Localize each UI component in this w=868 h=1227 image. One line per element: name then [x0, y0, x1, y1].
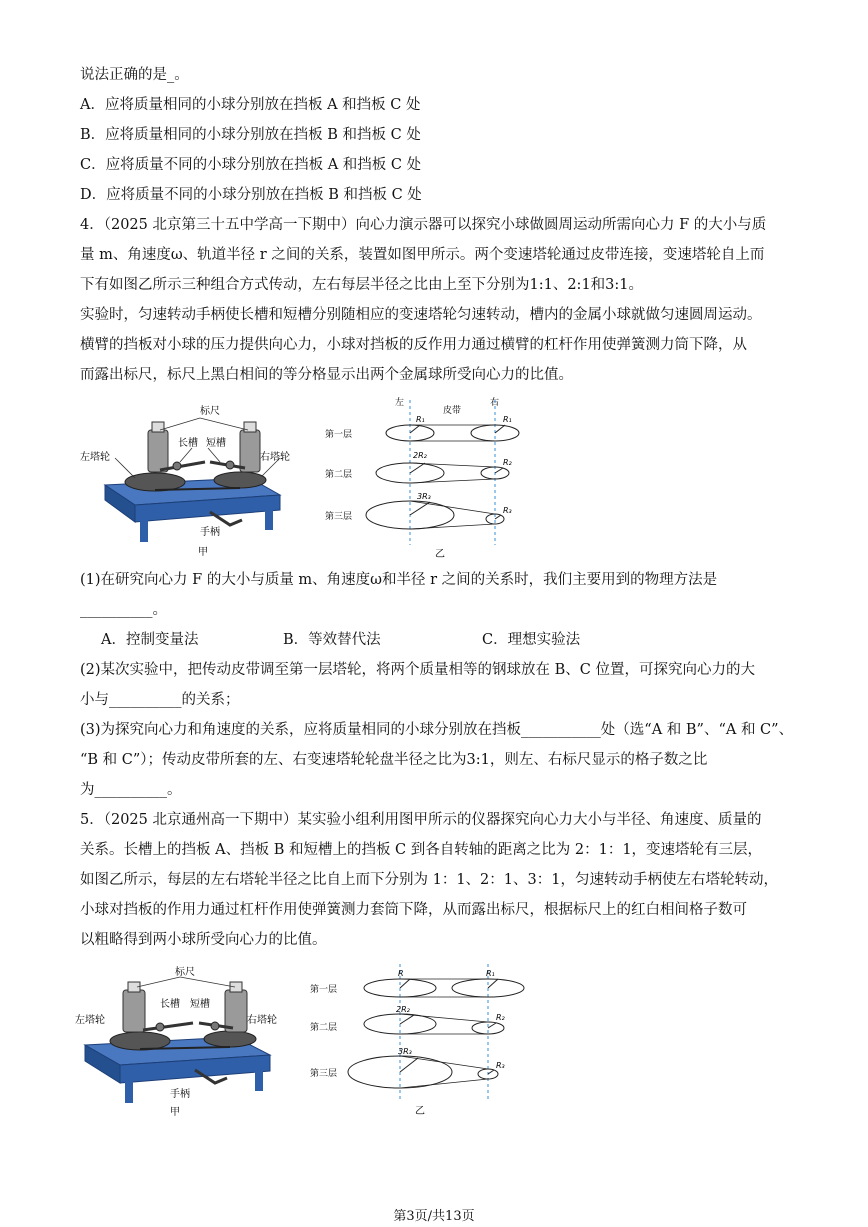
q4-sub3-line-3: 为__________。	[80, 782, 182, 798]
svg-text:R₃: R₃	[496, 1061, 505, 1070]
svg-text:R₂: R₂	[496, 1013, 505, 1022]
label-right-pulley: 右塔轮	[247, 1015, 277, 1026]
label-belt: 皮带	[443, 406, 462, 416]
q5-line-2: 关系。长槽上的挡板 A、挡板 B 和短槽上的挡板 C 到各自转轴的距离之比为 2：1：1，变速塔轮有三层，	[80, 842, 763, 858]
figure-caption-jia: 甲	[198, 547, 208, 558]
q4-sub1: (1)在研究向心力 F 的大小与质量 m、角速度ω和半径 r 之间的关系时，我们主要用到的物理方法是	[80, 572, 718, 588]
q4-sub2-line-1: (2)某次实验中，把传动皮带调至第一层塔轮，将两个质量相等的钢球放在 B、C 位置，可探究向心力的大	[80, 662, 756, 678]
svg-text:R₁: R₁	[503, 415, 512, 424]
q4-pulley-layers-figure	[325, 395, 535, 565]
label-left: 左	[395, 398, 405, 408]
svg-text:R₁: R₁	[416, 415, 425, 424]
right-spring-cylinder-icon	[225, 990, 247, 1032]
svg-text:R₃: R₃	[503, 506, 512, 515]
label-layer-2: 第二层	[325, 470, 353, 480]
q3-option-b: B．应将质量相同的小球分别放在挡板 B 和挡板 C 处	[80, 127, 421, 143]
svg-text:R₂: R₂	[503, 458, 512, 467]
q4-sub3-line-1: (3)为探究向心力和角速度的关系，应将质量相同的小球分别放在挡板___________处（选“A 和 B”、“A 和 C”、	[80, 722, 794, 738]
figure-caption-yi: 乙	[415, 1106, 425, 1117]
q4-line-4: 实验时，匀速转动手柄使长槽和短槽分别随相应的变速塔轮匀速转动，槽内的金属小球就做匀速圆周运动。	[80, 307, 762, 323]
q4-sub3-line-2: “B 和 C”）；传动皮带所套的左、右变速塔轮轮盘半径之比为3:1，则左、右标尺显示的格子数之比	[80, 752, 708, 768]
page-footer: 第3页/共13页	[393, 1209, 475, 1224]
svg-text:2R₂: 2R₂	[396, 1005, 410, 1014]
label-long-groove: 长槽	[160, 999, 180, 1010]
q5-line-4: 小球对挡板的作用力通过杠杆作用使弹簧测力套筒下降，从而露出标尺，根据标尺上的红白相间格子数可	[80, 902, 747, 918]
q5-apparatus-figure	[75, 965, 285, 1125]
right-spring-cylinder-icon	[240, 430, 260, 472]
base-leg	[265, 508, 273, 530]
svg-text:2R₂: 2R₂	[413, 451, 427, 460]
figure-caption-yi: 乙	[435, 549, 445, 560]
label-short-groove: 短槽	[206, 438, 226, 449]
label-right: 右	[490, 398, 500, 408]
q5-line-3: 如图乙所示，每层的左右塔轮半径之比自上而下分别为 1：1、2：1、3：1，匀速转动手柄使左右塔轮转动，	[80, 872, 778, 888]
q4-line-5: 横臂的挡板对小球的压力提供向心力，小球对挡板的反作用力通过横臂的杠杆作用使弹簧测力筒下降，从	[80, 337, 747, 353]
q4-apparatus-figure	[80, 400, 290, 560]
q5-line-1: 5．（2025 北京通州高一下期中）某实验小组利用图甲所示的仪器探究向心力大小与半径、角速度、质量的	[80, 812, 762, 828]
label-left-pulley: 左塔轮	[75, 1015, 105, 1026]
q4-line-3: 下有如图乙所示三种组合方式传动，左右每层半径之比由上至下分别为1:1、2:1和3:1。	[80, 277, 644, 293]
q4-line-1: 4．（2025 北京第三十五中学高一下期中）向心力演示器可以探究小球做圆周运动所需向心力 F 的大小与质	[80, 217, 767, 233]
label-handle: 手柄	[200, 527, 220, 538]
left-spring-cylinder-icon	[148, 430, 168, 472]
q5-pulley-layers-figure	[310, 962, 530, 1122]
label-long-groove: 长槽	[178, 438, 198, 449]
right-pulley-icon	[204, 1031, 256, 1047]
base-leg	[140, 520, 148, 542]
q3-option-d: D．应将质量不同的小球分别放在挡板 B 和挡板 C 处	[80, 187, 422, 203]
label-handle: 手柄	[170, 1089, 190, 1100]
label-layer-3: 第三层	[325, 512, 353, 522]
label-layer-1: 第一层	[310, 985, 338, 995]
q4-sub1-option-a: A．控制变量法	[101, 632, 199, 648]
svg-text:3R₃: 3R₃	[417, 492, 431, 501]
svg-text:R: R	[398, 969, 404, 978]
svg-text:3R₃: 3R₃	[398, 1047, 412, 1056]
q5-line-5: 以粗略得到两小球所受向心力的比值。	[80, 932, 327, 948]
q4-sub1-blank: __________。	[80, 602, 167, 618]
q4-line-2: 量 m、角速度ω、轨道半径 r 之间的关系，装置如图甲所示。两个变速塔轮通过皮带连接，变速塔轮自上而	[80, 247, 765, 263]
q4-sub1-option-b: B．等效替代法	[283, 632, 381, 648]
label-layer-2: 第二层	[310, 1023, 338, 1033]
q4-sub2-line-2: 小与__________的关系；	[80, 692, 240, 708]
label-left-pulley: 左塔轮	[80, 452, 110, 463]
q3-option-c: C．应将质量不同的小球分别放在挡板 A 和挡板 C 处	[80, 157, 422, 173]
label-right-pulley: 右塔轮	[260, 452, 290, 463]
left-pulley-icon	[110, 1032, 170, 1050]
label-ruler: 标尺	[175, 967, 195, 978]
q3-lead: 说法正确的是_。	[80, 67, 189, 83]
label-short-groove: 短槽	[190, 999, 210, 1010]
label-ruler: 标尺	[200, 406, 220, 417]
left-pulley-icon	[125, 473, 185, 491]
label-layer-3: 第三层	[310, 1069, 338, 1079]
q4-sub1-option-c: C．理想实验法	[482, 632, 581, 648]
svg-text:R₁: R₁	[486, 969, 495, 978]
label-layer-1: 第一层	[325, 430, 353, 440]
q3-option-a: A．应将质量相同的小球分别放在挡板 A 和挡板 C 处	[80, 97, 421, 113]
figure-caption-jia: 甲	[170, 1107, 180, 1118]
right-pulley-icon	[214, 472, 266, 488]
left-spring-cylinder-icon	[123, 990, 145, 1032]
q4-line-6: 而露出标尺，标尺上黑白相间的等分格显示出两个金属球所受向心力的比值。	[80, 367, 573, 383]
